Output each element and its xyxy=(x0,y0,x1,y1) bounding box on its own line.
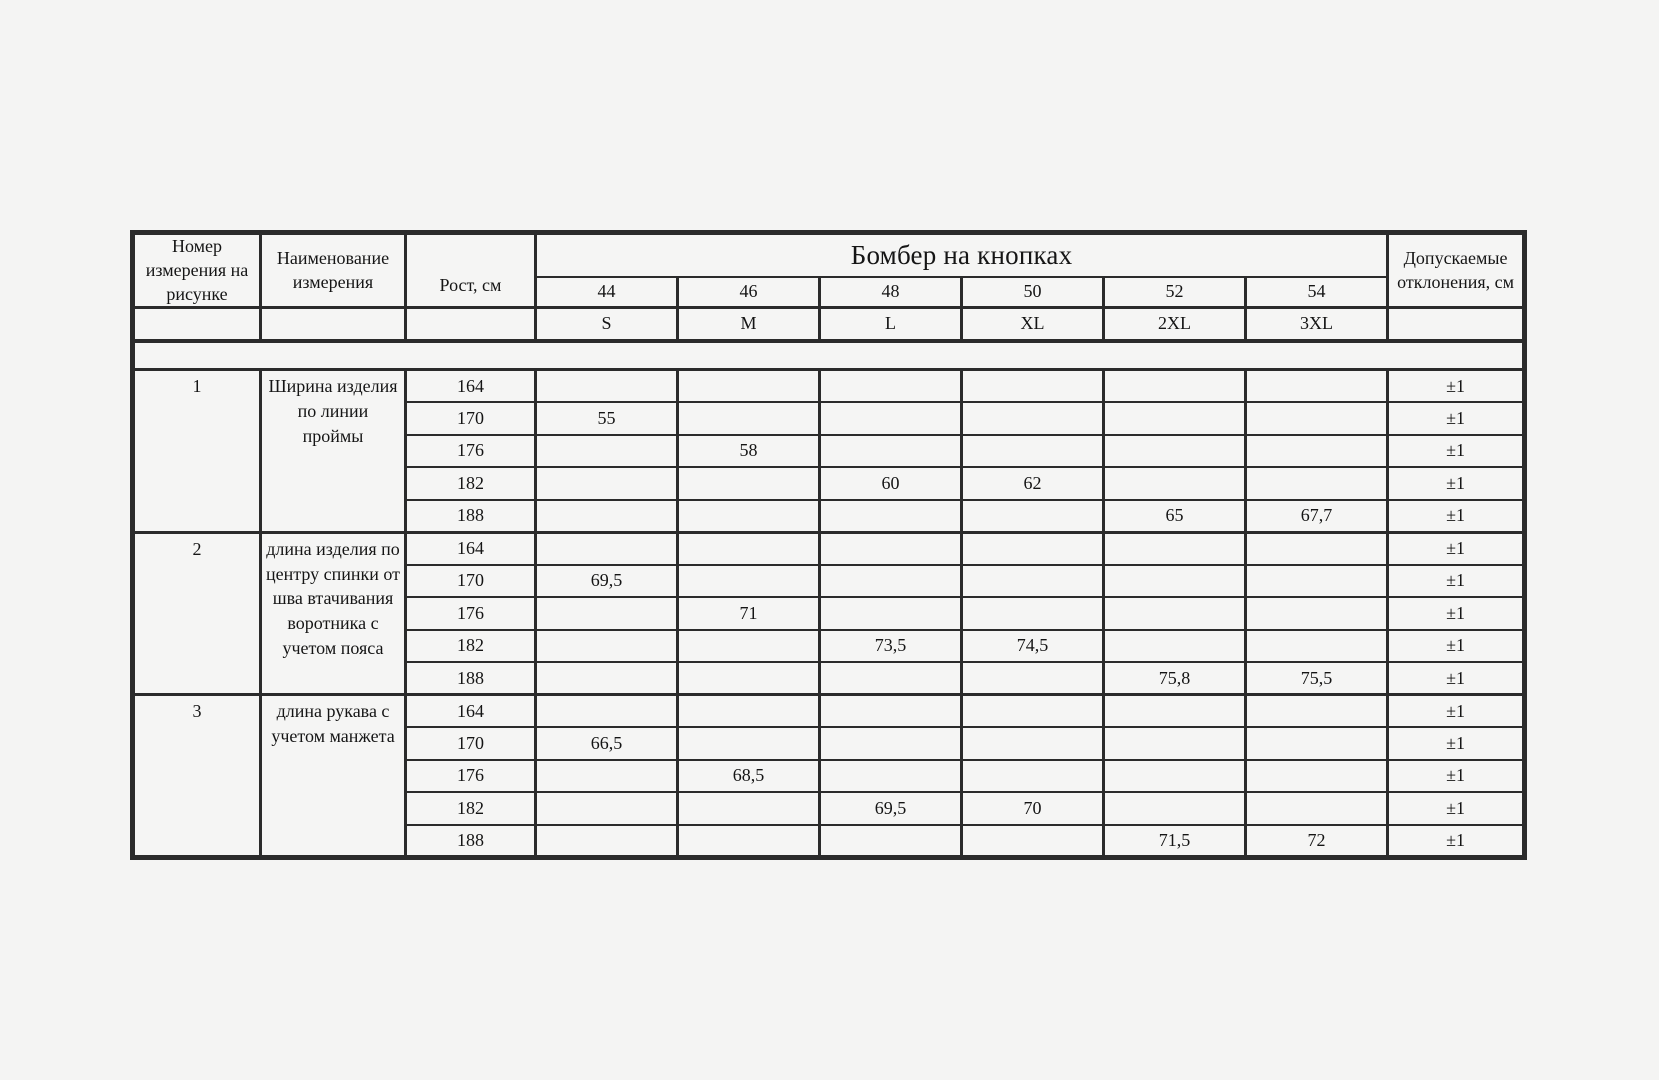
size-value xyxy=(962,597,1104,630)
size-col-header: 50 xyxy=(962,277,1104,308)
size-value xyxy=(962,500,1104,533)
size-value xyxy=(536,532,678,565)
size-value xyxy=(820,500,962,533)
size-value xyxy=(678,500,820,533)
size-value xyxy=(536,500,678,533)
deviation-value: ±1 xyxy=(1388,402,1525,435)
size-col-header: 48 xyxy=(820,277,962,308)
size-value xyxy=(678,532,820,565)
size-letter-header: S xyxy=(536,308,678,341)
size-value xyxy=(536,695,678,728)
height-value: 176 xyxy=(406,597,536,630)
size-value: 71,5 xyxy=(1104,825,1246,858)
size-value xyxy=(678,695,820,728)
deviation-value: ±1 xyxy=(1388,792,1525,825)
size-value xyxy=(1246,370,1388,403)
size-col-header: 44 xyxy=(536,277,678,308)
size-value: 73,5 xyxy=(820,630,962,663)
height-value: 164 xyxy=(406,370,536,403)
size-value: 69,5 xyxy=(536,565,678,598)
empty-cell xyxy=(261,308,406,341)
size-value xyxy=(678,630,820,663)
height-value: 182 xyxy=(406,792,536,825)
size-value xyxy=(962,760,1104,793)
header-row-size-letters xyxy=(133,308,1525,341)
size-value: 58 xyxy=(678,435,820,468)
size-value xyxy=(1104,630,1246,663)
measurement-number: 2 xyxy=(133,532,261,695)
size-value xyxy=(962,565,1104,598)
size-chart-table xyxy=(130,230,1527,860)
size-value xyxy=(1104,402,1246,435)
table-row xyxy=(133,532,1525,565)
size-value xyxy=(1104,597,1246,630)
size-value xyxy=(820,662,962,695)
size-value xyxy=(536,662,678,695)
size-value xyxy=(1246,435,1388,468)
measurement-number: 1 xyxy=(133,370,261,533)
size-value xyxy=(820,727,962,760)
height-value: 188 xyxy=(406,662,536,695)
deviation-value: ±1 xyxy=(1388,630,1525,663)
size-value xyxy=(1246,727,1388,760)
size-value: 65 xyxy=(1104,500,1246,533)
size-value xyxy=(678,662,820,695)
measurement-name: Ширина изделия по линии проймы xyxy=(261,370,406,533)
size-value: 68,5 xyxy=(678,760,820,793)
height-value: 188 xyxy=(406,500,536,533)
empty-cell xyxy=(133,308,261,341)
size-value xyxy=(1246,695,1388,728)
size-value xyxy=(820,760,962,793)
size-value xyxy=(820,695,962,728)
measurement-number: 3 xyxy=(133,695,261,858)
measurement-name: длина рукава с учетом манжета xyxy=(261,695,406,858)
size-col-header: 52 xyxy=(1104,277,1246,308)
col-header-measure-number: Номер измерения на рисунке xyxy=(133,233,261,308)
height-value: 170 xyxy=(406,727,536,760)
size-value: 69,5 xyxy=(820,792,962,825)
empty-cell xyxy=(406,308,536,341)
header-row-main xyxy=(133,233,1525,277)
size-value xyxy=(820,435,962,468)
size-value: 55 xyxy=(536,402,678,435)
size-letter-header: XL xyxy=(962,308,1104,341)
deviation-value: ±1 xyxy=(1388,597,1525,630)
size-value xyxy=(1104,565,1246,598)
size-value: 75,5 xyxy=(1246,662,1388,695)
size-value xyxy=(1104,695,1246,728)
size-letter-header: 2XL xyxy=(1104,308,1246,341)
size-value xyxy=(536,630,678,663)
size-value xyxy=(1246,467,1388,500)
size-value xyxy=(962,532,1104,565)
size-value: 71 xyxy=(678,597,820,630)
deviation-value: ±1 xyxy=(1388,760,1525,793)
height-value: 170 xyxy=(406,402,536,435)
col-header-measure-name: Наименование измерения xyxy=(261,233,406,308)
table-row xyxy=(133,370,1525,403)
size-value xyxy=(536,370,678,403)
size-value xyxy=(962,402,1104,435)
size-value xyxy=(1246,760,1388,793)
height-value: 182 xyxy=(406,630,536,663)
size-value xyxy=(678,370,820,403)
size-value xyxy=(962,695,1104,728)
size-value: 62 xyxy=(962,467,1104,500)
height-value: 164 xyxy=(406,695,536,728)
deviation-value: ±1 xyxy=(1388,727,1525,760)
size-value xyxy=(1104,727,1246,760)
size-value xyxy=(820,597,962,630)
size-value xyxy=(820,402,962,435)
size-value xyxy=(536,792,678,825)
spacer-cell xyxy=(133,341,1525,370)
size-value xyxy=(678,467,820,500)
size-value xyxy=(962,825,1104,858)
col-header-height: Рост, см xyxy=(406,233,536,308)
size-value xyxy=(536,435,678,468)
size-letter-header: M xyxy=(678,308,820,341)
size-value xyxy=(1246,532,1388,565)
measurement-name: длина изделия по центру спинки от шва втачивания воротника с учетом пояса xyxy=(261,532,406,695)
size-value xyxy=(536,597,678,630)
size-value xyxy=(678,565,820,598)
table-row xyxy=(133,695,1525,728)
deviation-value: ±1 xyxy=(1388,695,1525,728)
size-col-header: 46 xyxy=(678,277,820,308)
height-value: 182 xyxy=(406,467,536,500)
size-value xyxy=(1104,435,1246,468)
size-value xyxy=(536,467,678,500)
spacer-row xyxy=(133,341,1525,370)
size-value xyxy=(1246,565,1388,598)
size-value: 75,8 xyxy=(1104,662,1246,695)
size-value xyxy=(1246,597,1388,630)
size-value xyxy=(820,370,962,403)
size-value xyxy=(536,760,678,793)
size-value xyxy=(1104,370,1246,403)
height-value: 176 xyxy=(406,760,536,793)
size-value xyxy=(820,532,962,565)
size-value xyxy=(962,370,1104,403)
size-value xyxy=(1104,792,1246,825)
size-value xyxy=(678,825,820,858)
product-title: Бомбер на кнопках xyxy=(536,233,1388,277)
size-value xyxy=(820,565,962,598)
deviation-value: ±1 xyxy=(1388,662,1525,695)
deviation-value: ±1 xyxy=(1388,435,1525,468)
deviation-value: ±1 xyxy=(1388,370,1525,403)
height-value: 170 xyxy=(406,565,536,598)
size-value xyxy=(820,825,962,858)
size-letter-header: L xyxy=(820,308,962,341)
size-value xyxy=(1104,532,1246,565)
size-value xyxy=(962,435,1104,468)
empty-cell xyxy=(1388,308,1525,341)
deviation-value: ±1 xyxy=(1388,532,1525,565)
size-value xyxy=(1246,630,1388,663)
size-value: 60 xyxy=(820,467,962,500)
height-value: 188 xyxy=(406,825,536,858)
deviation-value: ±1 xyxy=(1388,500,1525,533)
size-value xyxy=(1104,760,1246,793)
size-value: 72 xyxy=(1246,825,1388,858)
table-header-section xyxy=(133,233,1525,370)
size-value xyxy=(678,402,820,435)
size-letter-header: 3XL xyxy=(1246,308,1388,341)
size-value xyxy=(678,792,820,825)
height-value: 176 xyxy=(406,435,536,468)
size-value xyxy=(678,727,820,760)
table-body xyxy=(133,370,1525,858)
size-value: 70 xyxy=(962,792,1104,825)
col-header-deviations: Допускаемые отклонения, см xyxy=(1388,233,1525,308)
size-value xyxy=(1246,402,1388,435)
deviation-value: ±1 xyxy=(1388,825,1525,858)
size-value xyxy=(1246,792,1388,825)
deviation-value: ±1 xyxy=(1388,565,1525,598)
size-value: 67,7 xyxy=(1246,500,1388,533)
deviation-value: ±1 xyxy=(1388,467,1525,500)
size-value xyxy=(536,825,678,858)
height-value: 164 xyxy=(406,532,536,565)
size-value xyxy=(1104,467,1246,500)
size-value xyxy=(962,662,1104,695)
size-col-header: 54 xyxy=(1246,277,1388,308)
size-value: 66,5 xyxy=(536,727,678,760)
size-value xyxy=(962,727,1104,760)
size-value: 74,5 xyxy=(962,630,1104,663)
